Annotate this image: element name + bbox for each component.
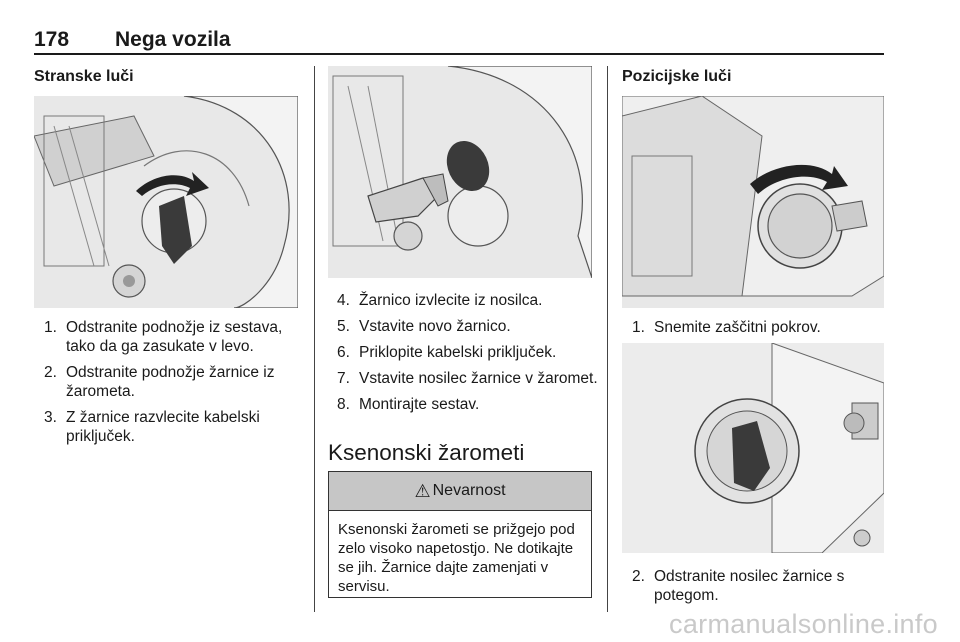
figure-side-light-bulb bbox=[34, 96, 298, 308]
page-title: Nega vozila bbox=[115, 28, 231, 51]
figure-protective-cover bbox=[622, 96, 884, 308]
warning-title: Nevarnost bbox=[432, 482, 506, 499]
header-rule bbox=[34, 53, 884, 55]
watermark: carmanualsonline.info bbox=[669, 609, 938, 639]
warning-triangle-icon: ⚠ bbox=[414, 480, 431, 501]
warning-text: Ksenonski žarometi se prižgejo pod zelo visoko napetostjo. Ne dotikajte se jih. Žarnice dajte zamenjati v servisu. bbox=[338, 521, 575, 595]
list-item: 4. Žarnico izvlecite iz nosilca. bbox=[337, 292, 543, 309]
steps-list-position-1 bbox=[632, 318, 882, 337]
list-item: 5. Vstavite novo žarnico. bbox=[337, 318, 511, 335]
side-light-illustration bbox=[34, 96, 298, 308]
bulb-holder-illustration bbox=[622, 343, 884, 553]
step-remove-cover bbox=[632, 318, 882, 344]
list-item: 6. Priklopite kabelski priključek. bbox=[337, 344, 557, 361]
list-item: 8. Montirajte sestav. bbox=[337, 396, 480, 413]
steps-list-position-2 bbox=[632, 567, 882, 605]
section-heading-xenon: Ksenonski žarometi bbox=[328, 440, 525, 465]
figure-bulb-holder bbox=[622, 343, 884, 553]
column-divider-right bbox=[607, 66, 608, 612]
list-item: 1. Snemite zaščitni pokrov. bbox=[632, 319, 821, 336]
steps-list-bulb bbox=[337, 291, 599, 421]
bulb-removal-illustration bbox=[328, 66, 592, 278]
list-item: 2. Odstranite nosilec žarnice s potegom. bbox=[632, 568, 845, 604]
page-number: 178 bbox=[34, 28, 70, 51]
step-remove-holder bbox=[632, 567, 882, 612]
warning-box bbox=[328, 471, 592, 598]
figure-bulb-removal bbox=[328, 66, 592, 278]
list-item: 7. Vstavite nosilec žarnice v žaromet. bbox=[337, 370, 598, 387]
warning-header bbox=[329, 472, 591, 511]
column-divider-left bbox=[314, 66, 315, 612]
list-item: 2. Odstranite podnožje žarnice iz žarometa. bbox=[44, 364, 275, 400]
protective-cover-illustration bbox=[622, 96, 884, 308]
section-title-position-lights: Pozicijske luči bbox=[622, 68, 732, 85]
section-title-side-lights: Stranske luči bbox=[34, 68, 134, 85]
list-item: 3. Z žarnice razvlecite kabelski priključek. bbox=[44, 409, 260, 445]
steps-list-side-lights bbox=[44, 318, 306, 453]
list-item: 1. Odstranite podnožje iz sestava, tako da ga zasukate v levo. bbox=[44, 319, 283, 355]
